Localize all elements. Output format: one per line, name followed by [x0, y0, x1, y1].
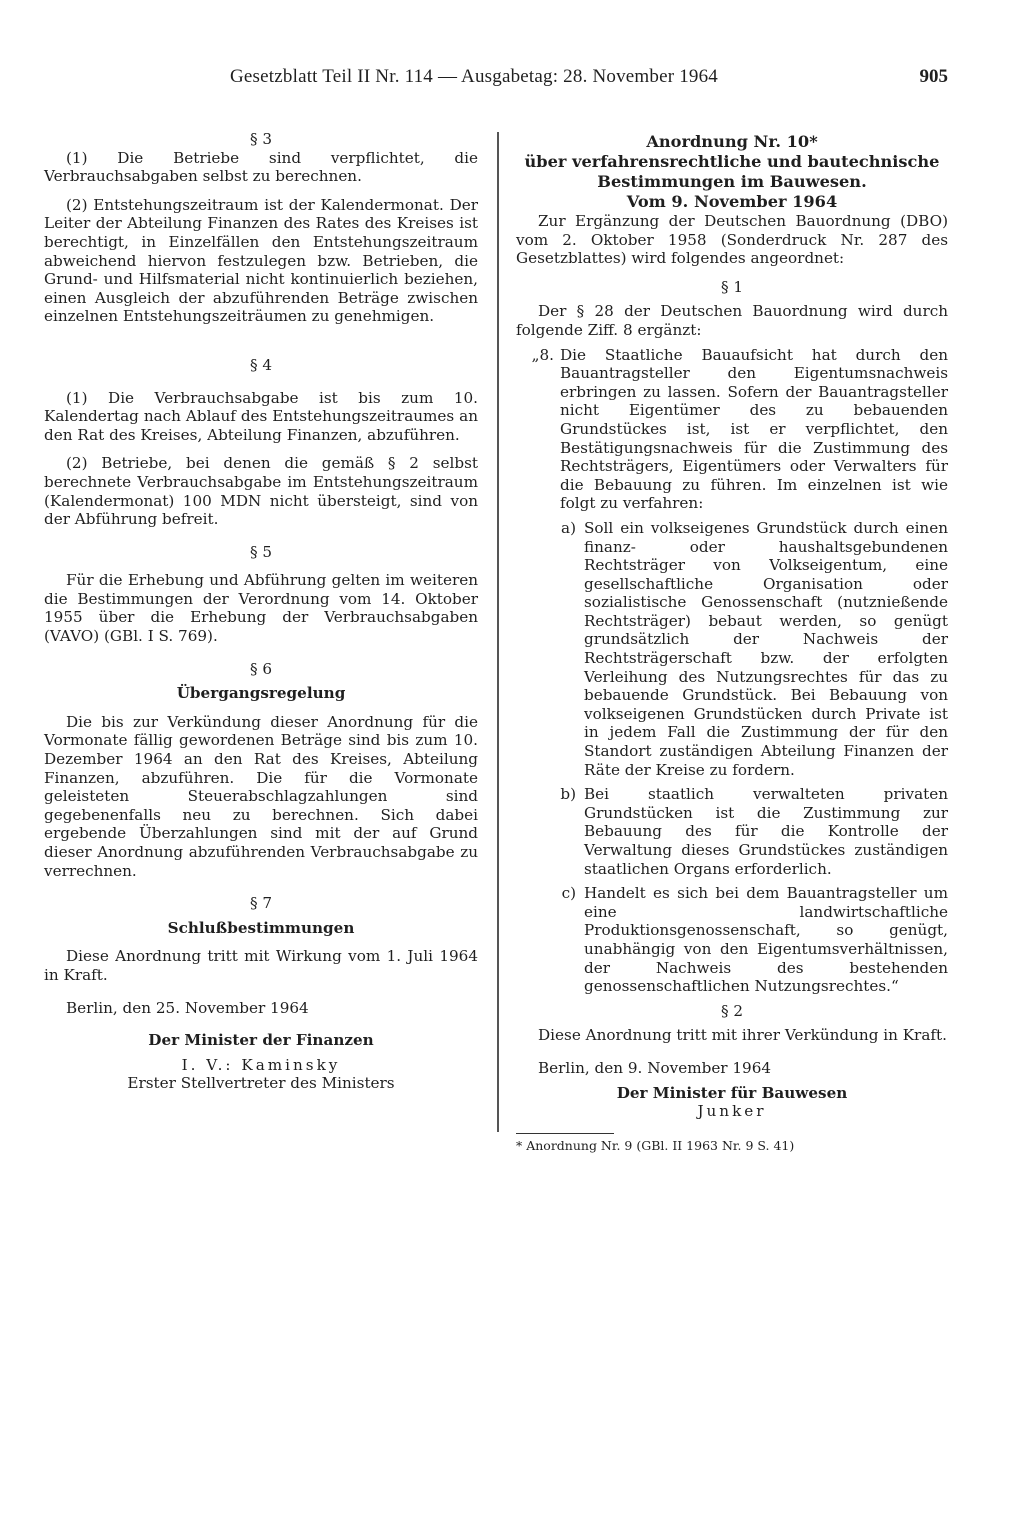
section-3-heading: § 3	[249, 130, 273, 148]
section-5-paragraph-1: Für die Erhebung und Abführung gelten im weiteren die Bestimmungen der Verordnung vom 14. Oktober 1955 über die Erhebung der Verbrauchsabgaben (VAVO) (GBl. I S. 769).	[44, 571, 478, 646]
column-divider	[497, 132, 499, 1132]
section-2-heading: § 2	[720, 1001, 744, 1020]
sub-item-b-text: Bei staatlich verwalteten privaten Grundstücken ist die Zustimmung zur Bebauung des für die Kontrolle der Verwaltung dieses Grundstückes zuständigen staatlichen Organs erforderlich.	[584, 785, 948, 878]
signer-name: I. V.: Kaminsky	[181, 1055, 341, 1074]
page-number: 905	[919, 66, 948, 87]
section-6-title: Übergangsregelung	[176, 684, 346, 703]
sub-item-c-label: c)	[561, 884, 576, 903]
header-title: Gesetzblatt Teil II Nr. 114 — Ausgabetag: 28. November 1964	[230, 66, 719, 87]
section-4-paragraph-2: (2) Betriebe, bei denen die gemäß § 2 selbst berechnete Verbrauchsabgabe im Entstehungszeitraum (Kalendermonat) 100 MDN nicht übersteigt, sind von der Abführung befreit.	[44, 454, 478, 529]
sub-item-b-label: b)	[560, 785, 576, 804]
section-7-paragraph-1: Diese Anordnung tritt mit Wirkung vom 1. Juli 1964 in Kraft.	[44, 947, 478, 984]
signer-title: Der Minister der Finanzen	[148, 1031, 374, 1050]
page-header	[230, 66, 948, 92]
section-4-heading: § 4	[249, 355, 273, 374]
section-6-heading: § 6	[249, 659, 273, 678]
title-line-2: über verfahrensrechtliche und bautechnische	[524, 152, 940, 171]
section-7-heading: § 7	[249, 894, 273, 913]
section-4-paragraph-1: (1) Die Verbrauchsabgabe ist bis zum 10. Kalendertag nach Ablauf des Entstehungszeitraumes an den Rat des Kreises, Abteilung Finanzen, abzuführen.	[44, 388, 478, 444]
section-3-paragraph-1: (1) Die Betriebe sind verpflichtet, die Verbrauchsabgaben selbst zu berechnen.	[44, 148, 478, 186]
left-column	[44, 130, 478, 1093]
section-3-paragraph-2: (2) Entstehungszeitraum ist der Kalendermonat. Der Leiter der Abteilung Finanzen des Rates des Kreises ist berechtigt, in Einzelfällen den Entstehungszeitraum abweichend hiervon festzulegen bzw. Betrieben, die Grund- und Hilfsmaterial nicht kontinuierlich beziehen, einen Ausgleich der abzuführenden Beträge zwischen einzelnen Entstehungszeiträumen zu genehmigen.	[44, 195, 478, 326]
sub-item-c-text: Handelt es sich bei dem Bauantragsteller um eine landwirtschaftliche Produktionsgenossenschaft, so genügt, unabhängig von den Eigentumsverhältnissen, der Nachweis des bestehenden genossenschaftlichen Nutzungsrechtes.“	[584, 884, 948, 996]
item-8	[516, 346, 948, 513]
title-line-3: Bestimmungen im Bauwesen.	[597, 172, 867, 191]
right-place-date: Berlin, den 9. November 1964	[538, 1058, 772, 1077]
sub-item-a	[516, 519, 948, 779]
section-1-paragraph-1: Der § 28 der Deutschen Bauordnung wird durch folgende Ziff. 8 ergänzt:	[516, 302, 948, 339]
sub-item-b	[516, 785, 948, 878]
title-date: Vom 9. November 1964	[626, 192, 838, 211]
intro-paragraph: Zur Ergänzung der Deutschen Bauordnung (DBO) vom 2. Oktober 1958 (Sonderdruck Nr. 287 des Gesetzblattes) wird folgendes angeordnet:	[516, 212, 948, 268]
ordinance-title	[516, 132, 948, 212]
item-8-label: „8.	[531, 345, 554, 364]
section-5-heading: § 5	[249, 542, 273, 561]
place-date: Berlin, den 25. November 1964	[66, 998, 309, 1017]
sub-item-a-text: Soll ein volkseigenes Grundstück durch einen finanz- oder haushaltsgebundenen Rechtsträger von Volkseigentum, eine gesellschaftliche Organisation oder sozialistische Genossenschaft (nutznießende Rechtsträger) bebaut werden, so genügt grundsätzlich der Nachweis der Rechtsträgerschaft bzw. der erfolgten Verleihung des Nutzungsrechtes für das zu bebauende Grundstück. Bei Bebauung von volkseigenen Grundstücken durch Private ist in jedem Fall die Zustimmung der für den Standort zuständigen Abteilung Finanzen der Räte der Kreise zu fordern.	[584, 518, 948, 779]
section-1-heading: § 1	[720, 277, 744, 296]
sub-item-a-label: a)	[561, 518, 576, 537]
title-line-1: Anordnung Nr. 10*	[646, 132, 818, 151]
right-signer-name: Junker	[697, 1102, 767, 1121]
right-signer-title: Der Minister für Bauwesen	[616, 1083, 848, 1102]
signer-role: Erster Stellvertreter des Ministers	[127, 1074, 395, 1093]
section-6-paragraph-1: Die bis zur Verkündung dieser Anordnung für die Vormonate fällig gewordenen Beträge sind bis zum 10. Dezember 1964 an den Rat des Kreises, Abteilung Finanzen, abzuführen. Die für die Vormonate geleisteten Steuerabschlagzahlungen sind gegebenenfalls neu zu berechnen. Sich dabei ergebende Überzahlungen sind mit der auf Grund dieser Anordnung abzuführenden Verbrauchsabgabe zu verrechnen.	[44, 712, 478, 880]
sub-item-c	[516, 884, 948, 996]
item-8-text: Die Staatliche Bauaufsicht hat durch den Bauantragsteller den Eigentumsnachweis erbringen zu lassen. Sofern der Bauantragsteller nicht Eigentümer des zu bebauenden Grundstückes ist, ist er verpflichtet, den Bestätigungsnachweis für die Zustimmung des Rechtsträgers, Eigentümers oder Verwalters für die Bebauung zu führen. Im einzelnen ist wie folgt zu verfahren:	[560, 345, 948, 513]
right-column	[516, 132, 948, 1153]
section-7-title: Schlußbestimmungen	[167, 918, 355, 937]
section-2-paragraph-1: Diese Anordnung tritt mit ihrer Verkündung in Kraft.	[538, 1026, 947, 1045]
footnote-rule	[516, 1133, 614, 1134]
footnote: * Anordnung Nr. 9 (GBl. II 1963 Nr. 9 S. 41)	[516, 1137, 795, 1153]
